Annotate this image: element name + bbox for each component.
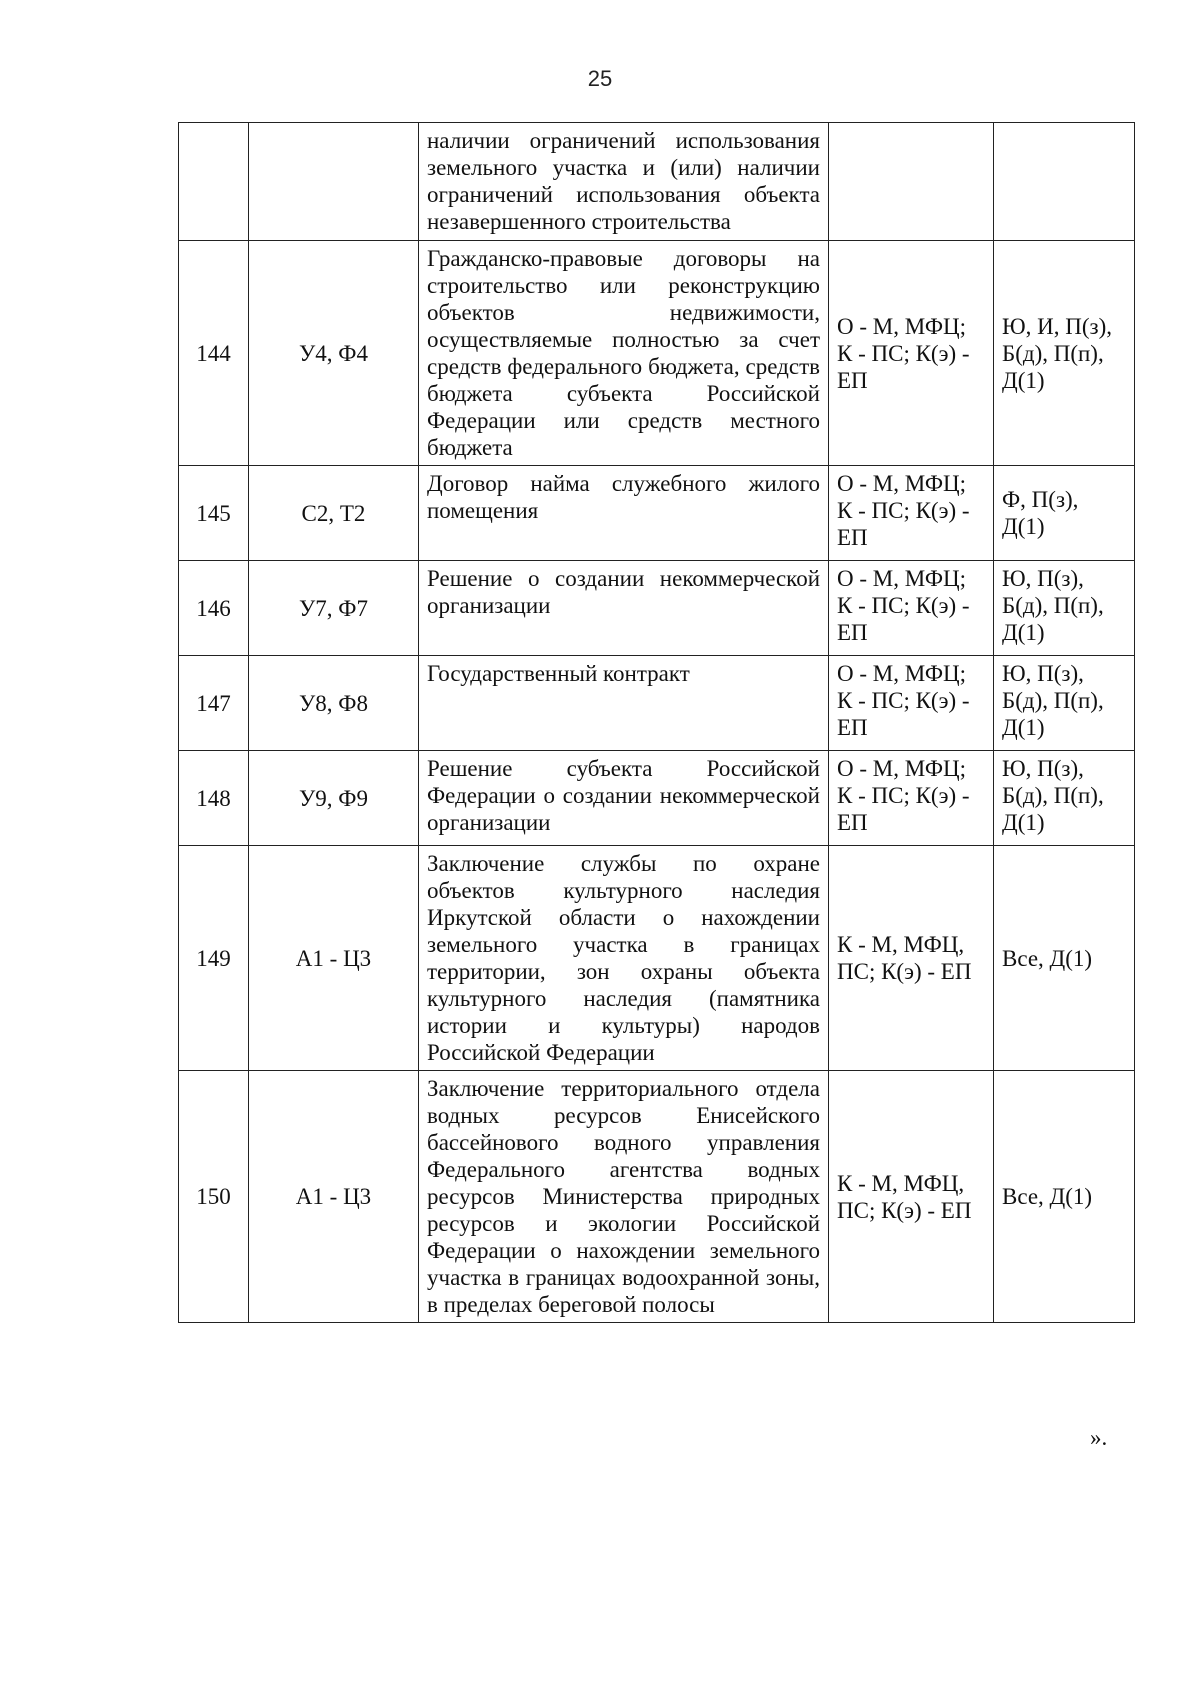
row-number — [179, 123, 249, 241]
row-number: 146 — [179, 561, 249, 656]
row-applicants: Ю, П(з), Б(д), П(п), Д(1) — [994, 656, 1135, 751]
row-submission-method — [829, 123, 994, 241]
row-applicants: Ю, П(з), Б(д), П(п), Д(1) — [994, 751, 1135, 846]
row-submission-method: К - М, МФЦ, ПС; К(э) - ЕП — [829, 1071, 994, 1323]
row-document-name: Государственный контракт — [419, 656, 829, 751]
row-document-name: Договор найма служебного жилого помещения — [419, 466, 829, 561]
row-code: А1 - Ц3 — [249, 846, 419, 1071]
row-number: 148 — [179, 751, 249, 846]
row-number: 145 — [179, 466, 249, 561]
row-document-name: Решение о создании некоммерческой организации — [419, 561, 829, 656]
table-row — [179, 1071, 1135, 1323]
row-submission-method: О - М, МФЦ; К - ПС; К(э) - ЕП — [829, 561, 994, 656]
table-row — [179, 751, 1135, 846]
table-row — [179, 561, 1135, 656]
row-document-name: Заключение службы по охране объектов культурного наследия Иркутской области о нахождении земельного участка в границах территории, зон охраны объекта культурного наследия (памятника истории и культуры) народов Российской Федерации — [419, 846, 829, 1071]
table-row — [179, 123, 1135, 241]
document-table — [178, 122, 1135, 1323]
row-number: 144 — [179, 241, 249, 466]
row-applicants: Ю, И, П(з), Б(д), П(п), Д(1) — [994, 241, 1135, 466]
row-submission-method: К - М, МФЦ, ПС; К(э) - ЕП — [829, 846, 994, 1071]
row-code: У8, Ф8 — [249, 656, 419, 751]
row-document-name: Решение субъекта Российской Федерации о создании некоммерческой организации — [419, 751, 829, 846]
row-code — [249, 123, 419, 241]
row-submission-method: О - М, МФЦ; К - ПС; К(э) - ЕП — [829, 466, 994, 561]
row-applicants: Все, Д(1) — [994, 1071, 1135, 1323]
row-applicants — [994, 123, 1135, 241]
row-number: 150 — [179, 1071, 249, 1323]
row-applicants: Ю, П(з), Б(д), П(п), Д(1) — [994, 561, 1135, 656]
row-submission-method: О - М, МФЦ; К - ПС; К(э) - ЕП — [829, 241, 994, 466]
row-code: А1 - Ц3 — [249, 1071, 419, 1323]
closing-quote-mark: ». — [1090, 1425, 1108, 1450]
row-applicants: Все, Д(1) — [994, 846, 1135, 1071]
row-code: С2, Т2 — [249, 466, 419, 561]
row-code: У4, Ф4 — [249, 241, 419, 466]
row-code: У7, Ф7 — [249, 561, 419, 656]
row-number: 147 — [179, 656, 249, 751]
row-submission-method: О - М, МФЦ; К - ПС; К(э) - ЕП — [829, 751, 994, 846]
table-row — [179, 466, 1135, 561]
row-document-name: Заключение территориального отдела водных ресурсов Енисейского бассейнового водного управления Федерального агентства водных ресурсов Министерства природных ресурсов и экологии Российской Федерации о нахождении земельного участка в границах водоохранной зоны, в пределах береговой полосы — [419, 1071, 829, 1323]
row-document-name: Гражданско-правовые договоры на строительство или реконструкцию объектов недвижимости, осуществляемые полностью за счет средств федерального бюджета, средств бюджета субъекта Российской Федерации или средств местного бюджета — [419, 241, 829, 466]
row-number: 149 — [179, 846, 249, 1071]
table-row — [179, 656, 1135, 751]
table-row — [179, 241, 1135, 466]
row-applicants: Ф, П(з), Д(1) — [994, 466, 1135, 561]
row-code: У9, Ф9 — [249, 751, 419, 846]
row-document-name: наличии ограничений использования земельного участка и (или) наличии ограничений использования объекта незавершенного строительства — [419, 123, 829, 241]
table-row — [179, 846, 1135, 1071]
page-number: 25 — [587, 66, 613, 91]
row-submission-method: О - М, МФЦ; К - ПС; К(э) - ЕП — [829, 656, 994, 751]
